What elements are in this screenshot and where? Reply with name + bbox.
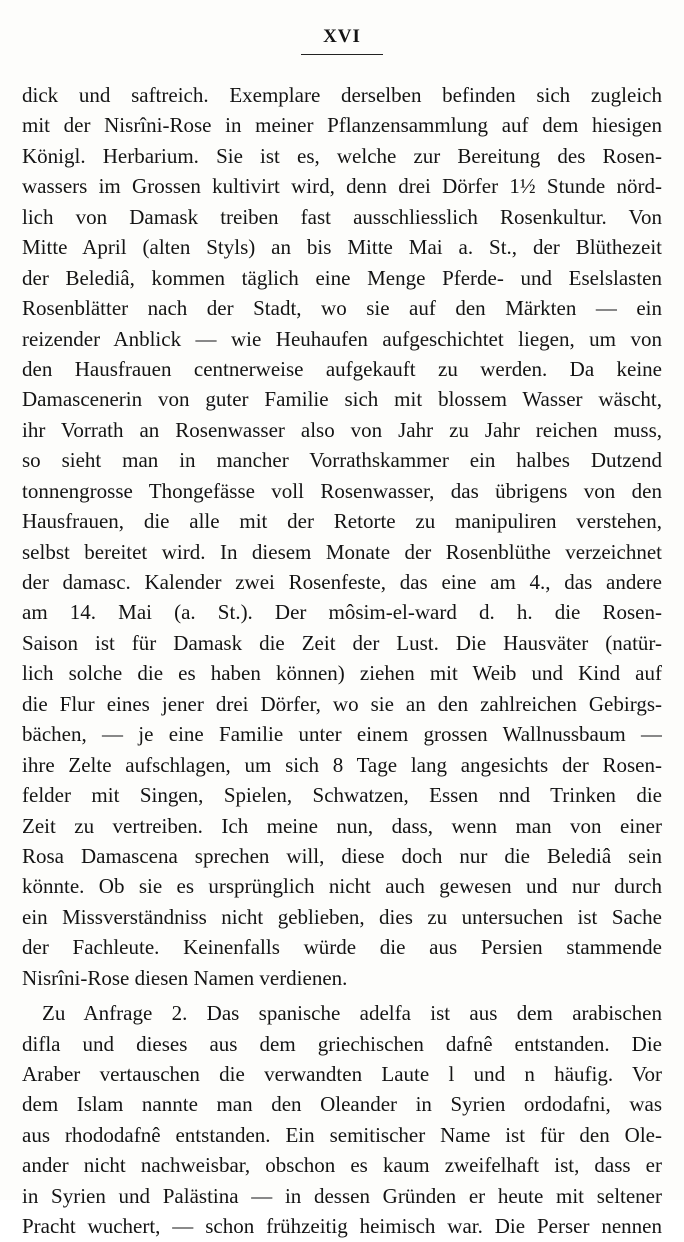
- text-line: mit der Nisrîni-Rose in meiner Pflanzensammlung auf dem hiesigen: [22, 113, 662, 138]
- text-line: Rosenblätter nach der Stadt, wo sie auf den Märkten — ein: [22, 296, 662, 321]
- text-line: Hausfrauen, die alle mit der Retorte zu manipuliren verstehen,: [22, 509, 662, 534]
- text-line: könnte. Ob sie es ursprünglich nicht auch gewesen und nur durch: [22, 874, 662, 899]
- text-line: bächen, — je eine Familie unter einem grossen Wallnussbaum —: [22, 722, 662, 747]
- text-line: dem Islam nannte man den Oleander in Syrien ordodafni, was: [22, 1092, 662, 1117]
- text-line: Zeit zu vertreiben. Ich meine nun, dass, wenn man von einer: [22, 813, 662, 838]
- text-line: felder mit Singen, Spielen, Schwatzen, Essen nnd Trinken die: [22, 783, 662, 808]
- text-line: der Belediâ, kommen täglich eine Menge Pferde- und Eselslasten: [22, 265, 662, 290]
- text-line: so sieht man in mancher Vorrathskammer ein halbes Dutzend: [22, 448, 662, 473]
- text-line: reizender Anblick — wie Heuhaufen aufgeschichtet liegen, um von: [22, 326, 662, 351]
- text-line: lich solche die es haben können) ziehen mit Weib und Kind auf: [22, 661, 662, 686]
- page-number: XVI: [301, 26, 383, 55]
- paragraph: [22, 80, 662, 993]
- text-line: ander nicht nachweisbar, obschon es kaum zweifelhaft ist, dass er: [22, 1153, 662, 1178]
- text-line: wassers im Grossen kultivirt wird, denn drei Dörfer 1½ Stunde nörd-: [22, 174, 662, 199]
- text-line: ihr Vorrath an Rosenwasser also von Jahr zu Jahr reichen muss,: [22, 417, 662, 442]
- text-line: Pracht wuchert, — schon frühzeitig heimisch war. Die Perser nennen: [22, 1214, 662, 1239]
- text-line: selbst bereitet wird. In diesem Monate der Rosenblüthe verzeichnet: [22, 539, 662, 564]
- text-line: den Hausfrauen centnerweise aufgekauft zu werden. Da keine: [22, 356, 662, 381]
- text-line: Königl. Herbarium. Sie ist es, welche zur Bereitung des Rosen-: [22, 143, 662, 168]
- text-line: Saison ist für Damask die Zeit der Lust. Die Hausväter (natür-: [22, 630, 662, 655]
- text-line: difla und dieses aus dem griechischen dafnê entstanden. Die: [22, 1031, 662, 1056]
- page-header: [0, 26, 684, 55]
- text-line: Zu Anfrage 2. Das spanische adelfa ist aus dem arabischen: [42, 1001, 662, 1026]
- text-line: Rosa Damascena sprechen will, diese doch nur die Belediâ sein: [22, 843, 662, 868]
- text-line: tonnengrosse Thongefässe voll Rosenwasser, das übrigens von den: [22, 478, 662, 503]
- text-line: der damasc. Kalender zwei Rosenfeste, das eine am 4., das andere: [22, 570, 662, 594]
- text-line: am 14. Mai (a. St.). Der môsim-el-ward d. h. die Rosen-: [22, 600, 662, 625]
- text-line: der Fachleute. Keinenfalls würde die aus Persien stammende: [22, 935, 662, 960]
- text-line: Damascenerin von guter Familie sich mit blossem Wasser wäscht,: [22, 387, 662, 412]
- body-text: [22, 80, 662, 1242]
- text-line: ihre Zelte aufschlagen, um sich 8 Tage lang angesichts der Rosen-: [22, 752, 662, 777]
- text-line: Araber vertauschen die verwandten Laute l und n häufig. Vor: [22, 1062, 662, 1086]
- paragraph: [22, 998, 662, 1242]
- text-line: dick und saftreich. Exemplare derselben befinden sich zugleich: [22, 83, 662, 107]
- text-line: die Flur eines jener drei Dörfer, wo sie an den zahlreichen Gebirgs-: [22, 691, 662, 716]
- text-line: Nisrîni-Rose diesen Namen verdienen.: [22, 965, 348, 990]
- text-line: lich von Damask treiben fast ausschliesslich Rosenkultur. Von: [22, 204, 662, 229]
- text-line: ein Missverständniss nicht geblieben, dies zu untersuchen ist Sache: [22, 904, 662, 929]
- text-line: in Syrien und Palästina — in dessen Gründen er heute mit seltener: [22, 1183, 662, 1208]
- text-line: aus rhododafnê entstanden. Ein semitischer Name ist für den Ole-: [22, 1122, 662, 1147]
- text-line: Mitte April (alten Styls) an bis Mitte Mai a. St., der Blüthezeit: [22, 235, 662, 260]
